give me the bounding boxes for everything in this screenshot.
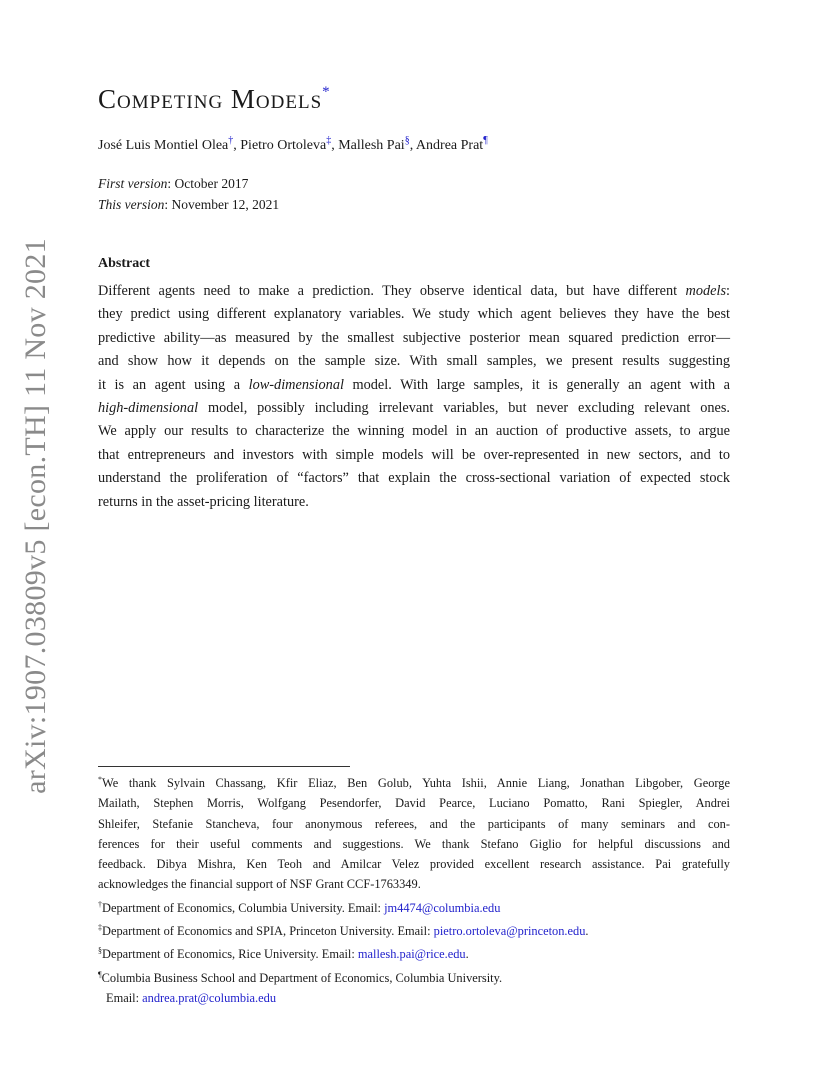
email-link[interactable]: andrea.prat@columbia.edu	[142, 990, 277, 1005]
footnote-affiliation	[98, 965, 730, 988]
footnote-text: Shleifer, Stefanie Stancheva, four anonymous referees, and the participants of many seminars and con-	[98, 816, 730, 831]
abstract-line	[98, 350, 730, 373]
abstract-text: We apply our results to characterize the winning model in an auction of productive assets, to argue	[98, 423, 730, 440]
footnote-mark: ¶	[98, 969, 102, 979]
abstract-heading: Abstract	[98, 256, 151, 271]
punctuation: .	[585, 924, 589, 939]
abstract-line	[98, 444, 730, 467]
footnote-thanks-line	[98, 874, 730, 894]
footnote-text: feedback. Dibya Mishra, Ken Teoh and Amilcar Velez provided excellent research assistance. Pai gratefully	[98, 857, 730, 872]
title-footnote-mark[interactable]: *	[322, 84, 331, 100]
footnote-affiliation	[98, 941, 730, 964]
author-footnote-mark[interactable]: †	[228, 135, 234, 146]
abstract-text: and show how it depends on the sample size. With small samples, we present results suggesting	[98, 353, 730, 370]
punctuation: .	[465, 947, 469, 962]
emphasis-text: low-dimensional	[248, 376, 344, 393]
author-footnote-mark[interactable]: ‡	[326, 135, 332, 146]
affiliation-text: Department of Economics, Rice University. Email:	[102, 947, 358, 962]
emphasis-text: high-dimensional	[98, 400, 199, 417]
affiliation-text: Department of Economics and SPIA, Princeton University. Email:	[102, 924, 434, 939]
paper-title	[98, 84, 331, 115]
footnote-rule	[98, 766, 350, 767]
author-name: José Luis Montiel Olea	[98, 138, 229, 153]
abstract-text: predictive ability—as measured by the smallest subjective posterior mean squared prediction error—	[98, 329, 730, 346]
email-link[interactable]: jm4474@columbia.edu	[384, 900, 501, 915]
abstract-text: model, possibly including irrelevant variables, but never excluding relevant ones.	[198, 400, 730, 417]
abstract-line	[98, 280, 730, 303]
abstract-body	[98, 280, 730, 514]
author-list: José Luis Montiel Olea†, Pietro Ortoleva‡, Mallesh Pai§, Andrea Prat¶	[98, 135, 488, 153]
arxiv-identifier: arXiv:1907.03809v5 [econ.TH] 11 Nov 2021	[19, 238, 52, 794]
footnote-text: Mailath, Stephen Morris, Wolfgang Pesendorfer, David Pearce, Luciano Pomatto, Rani Spiegler, Andrei	[98, 796, 730, 811]
footnote-affiliation	[98, 918, 730, 941]
abstract-line	[98, 397, 730, 420]
footnote-thanks-line	[98, 770, 730, 793]
footnote-mark: †	[98, 899, 102, 909]
footnote-text: acknowledges the financial support of NSF Grant CCF-1763349.	[98, 877, 421, 892]
footnote-email-line	[98, 988, 730, 1008]
abstract-text: that entrepreneurs and investors with simple models will be over-represented in new sectors, and to	[98, 446, 730, 463]
abstract-line	[98, 374, 730, 397]
email-label: Email:	[106, 990, 143, 1005]
affiliation-text: Columbia Business School and Department of Economics, Columbia University.	[101, 970, 503, 985]
footnote-mark: *	[98, 775, 102, 784]
title-text: Competing Models	[98, 84, 323, 114]
footnote-text: ferences for their useful comments and suggestions. We thank Stefano Giglio for helpful discussions and	[98, 836, 730, 851]
abstract-line	[98, 303, 730, 326]
abstract-text: returns in the asset-pricing literature.	[98, 493, 309, 510]
this-version	[98, 194, 279, 215]
email-link[interactable]: mallesh.pai@rice.edu	[357, 947, 466, 962]
this-version-label: This version	[98, 197, 165, 212]
footnote-thanks-line	[98, 834, 730, 854]
first-version-value: : October 2017	[167, 176, 249, 191]
affiliation-text: Department of Economics, Columbia University. Email:	[102, 900, 385, 915]
emphasis-text: models	[685, 283, 727, 299]
author-footnote-mark[interactable]: §	[404, 135, 410, 146]
version-info	[98, 173, 279, 215]
abstract-line	[98, 327, 730, 350]
abstract-text: they predict using different explanatory variables. We study which agent believes they have the best	[98, 306, 730, 323]
footnote-thanks-line	[98, 793, 730, 813]
footnote-thanks-line	[98, 854, 730, 874]
first-version-label: First version	[98, 176, 168, 191]
abstract-line	[98, 491, 730, 514]
footnote-affiliation	[98, 895, 730, 918]
author-name: Andrea Prat	[415, 138, 484, 153]
abstract-line	[98, 420, 730, 443]
author-name: Pietro Ortoleva	[240, 138, 327, 153]
abstract-line	[98, 467, 730, 490]
footnote-mark: ‡	[98, 923, 102, 933]
author-footnote-mark[interactable]: ¶	[483, 135, 488, 146]
this-version-value: : November 12, 2021	[164, 197, 280, 212]
abstract-text: understand the proliferation of “factors” that explain the cross-sectional variation of expected stock	[98, 470, 730, 487]
first-version	[98, 173, 279, 194]
abstract-text: model. With large samples, it is generally an agent with a	[343, 376, 730, 393]
footnote-mark: §	[98, 946, 102, 956]
footnotes	[98, 770, 730, 1008]
abstract-text: it is an agent using a	[98, 376, 249, 393]
abstract-text: Different agents need to make a prediction. They observe identical data, but have different	[98, 283, 686, 299]
author-name: Mallesh Pai	[338, 138, 405, 153]
footnote-thanks-line	[98, 814, 730, 834]
abstract-text: :	[726, 283, 730, 299]
email-link[interactable]: pietro.ortoleva@princeton.edu	[433, 924, 586, 939]
footnote-text: We thank Sylvain Chassang, Kfir Eliaz, Ben Golub, Yuhta Ishii, Annie Liang, Jonathan Libgober, George	[102, 776, 730, 790]
